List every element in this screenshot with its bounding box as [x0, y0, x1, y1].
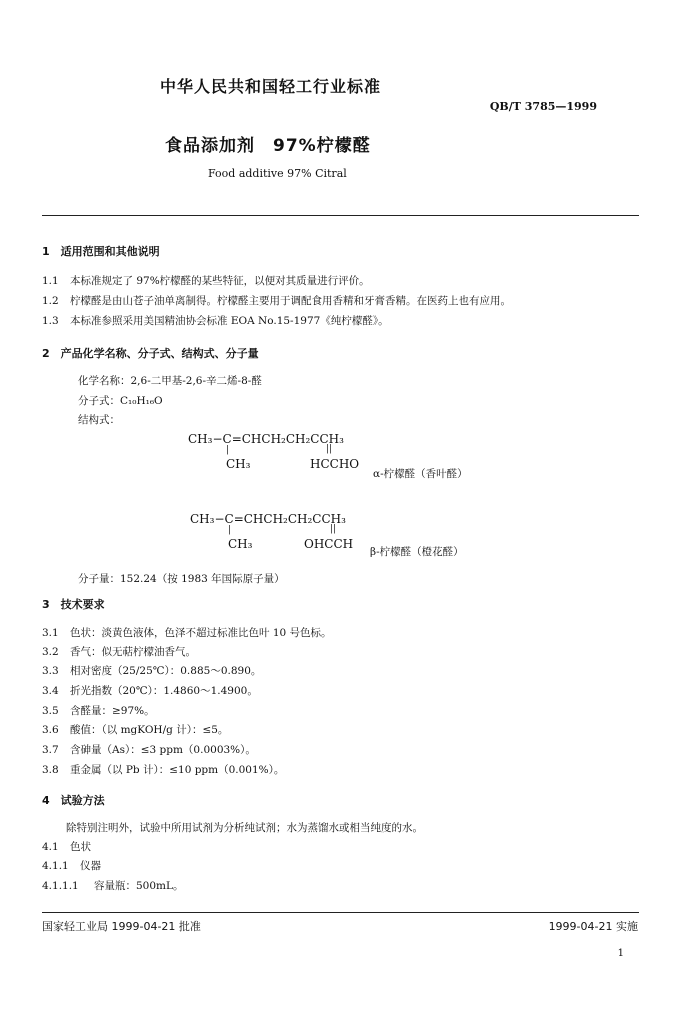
section-1-item-1: 1.1 本标准规定了 97%柠檬醛的某些特征，以便对其质量进行评价。 [42, 275, 370, 287]
alpha-bond-double: || [326, 444, 333, 454]
section-1-item-2: 1.2 柠檬醛是由山苍子油单离制得。柠檬醛主要用于调配食用香精和牙膏香精。在医药上也有应用。 [42, 295, 511, 307]
beta-structure-main: CH₃−C=CHCH₂CH₂CCH₃ [190, 512, 346, 526]
section-3-heading: 3 技术要求 [42, 598, 105, 611]
section-4-heading: 4 试验方法 [42, 794, 105, 807]
beta-structure-cho: OHCCH [304, 537, 354, 551]
footer-divider [42, 912, 639, 913]
molecular-weight: 分子量：152.24（按 1983 年国际原子量） [78, 573, 285, 585]
alpha-structure-ch3: CH₃ [226, 457, 251, 471]
section-3-item-6: 3.6 酸值：（以 mgKOH/g 计）：≤5。 [42, 724, 229, 736]
section-4-intro: 除特别注明外，试验中所用试剂为分析纯试剂；水为蒸馏水或相当纯度的水。 [66, 822, 423, 834]
page-number: 1 [617, 948, 624, 959]
document-subtitle: Food additive 97% Citral [208, 167, 347, 180]
section-3-item-2: 3.2 香气：似无萜柠檬油香气。 [42, 646, 196, 658]
section-3-item-3: 3.3 相对密度（25/25℃）：0.885～0.890。 [42, 665, 262, 677]
alpha-bond-single: | [226, 445, 230, 455]
document-title: 食品添加剂 97%柠檬醛 [165, 136, 371, 156]
section-4-item-2: 4.1.1 仪器 [42, 860, 101, 872]
section-3-item-1: 3.1 色状：淡黄色液体，色泽不超过标准比色叶 10 号色标。 [42, 627, 332, 639]
chemical-name: 化学名称：2,6-二甲基-2,6-辛二烯-8-醛 [78, 375, 262, 387]
alpha-structure-main: CH₃−C=CHCH₂CH₂CCH₃ [188, 432, 344, 446]
implementation-date: 1999-04-21 实施 [548, 920, 638, 933]
section-3-item-5: 3.5 含醛量：≥97%。 [42, 705, 155, 717]
section-4-item-3: 4.1.1.1 容量瓶：500mL。 [42, 880, 184, 892]
header-divider [42, 215, 639, 216]
structure-label: 结构式： [78, 414, 120, 426]
issuing-organization: 中华人民共和国轻工行业标准 [160, 77, 382, 96]
molecular-formula: 分子式：C₁₀H₁₆O [78, 395, 163, 407]
standard-code: QB/T 3785—1999 [489, 100, 597, 113]
beta-bond-double: || [330, 524, 337, 534]
section-4-item-1: 4.1 色状 [42, 841, 91, 853]
section-3-item-7: 3.7 含砷量（As）：≤3 ppm（0.0003%）。 [42, 744, 256, 756]
section-1-item-3: 1.3 本标准参照采用美国精油协会标准 EOA No.15-1977《纯柠檬醛》。 [42, 315, 389, 327]
beta-bond-single: | [228, 525, 232, 535]
section-3-item-8: 3.8 重金属（以 Pb 计）：≤10 ppm（0.001%）。 [42, 764, 285, 776]
section-2-heading: 2 产品化学名称、分子式、结构式、分子量 [42, 347, 259, 360]
approval-info: 国家轻工业局 1999-04-21 批准 [42, 920, 201, 933]
section-3-item-4: 3.4 折光指数（20℃）：1.4860～1.4900。 [42, 685, 258, 697]
alpha-structure-cho: HCCHO [310, 457, 360, 471]
beta-structure-ch3: CH₃ [228, 537, 253, 551]
beta-citral-name: β-柠檬醛（橙花醛） [370, 546, 464, 558]
section-1-heading: 1 适用范围和其他说明 [42, 245, 160, 258]
alpha-citral-name: α-柠檬醛（香叶醛） [373, 468, 468, 480]
